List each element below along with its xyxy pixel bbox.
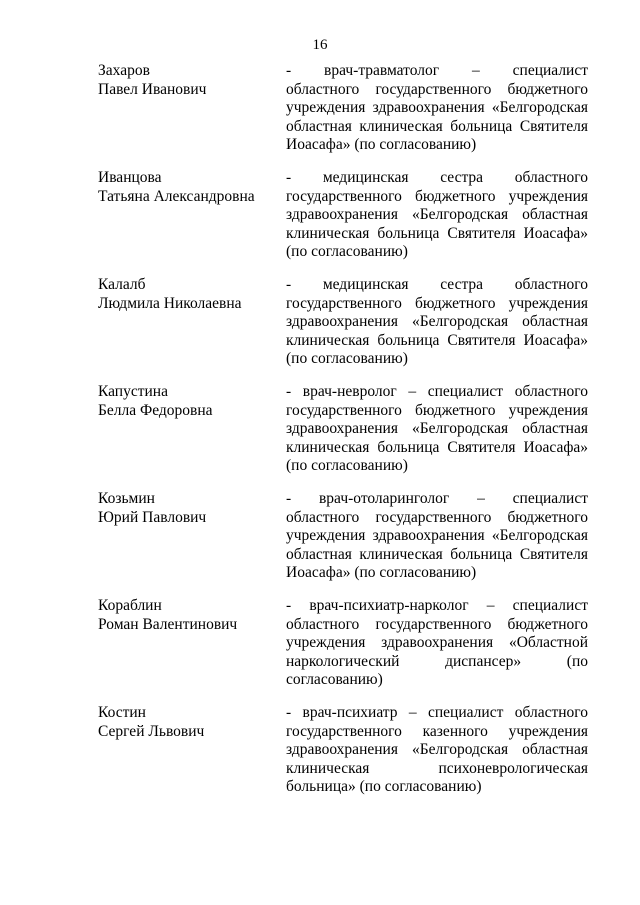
position-line: клиническая больница Святителя Иоасафа» xyxy=(286,438,588,456)
position-line: больница» (по согласованию) xyxy=(286,778,482,796)
position-line: областного государственного бюджетного xyxy=(286,508,588,526)
position-line: (по согласованию) xyxy=(286,243,408,261)
member-name xyxy=(98,597,278,634)
position-line: согласованию) xyxy=(286,671,383,689)
position-line: учреждения здравоохранения «Белгородская xyxy=(286,99,588,117)
position-line: - врач-психиатр-нарколог – специалист xyxy=(286,597,588,614)
position-line: областного государственного бюджетного xyxy=(286,615,588,633)
member-name xyxy=(98,383,278,420)
member-surname: Капустина xyxy=(98,383,168,400)
position-line: наркологический диспансер» (по xyxy=(286,652,588,670)
position-line: клиническая психоневрологическая xyxy=(286,759,588,777)
member-given-names: Павел Иванович xyxy=(98,80,207,98)
member-surname: Калалб xyxy=(98,276,146,293)
member-given-names: Сергей Львович xyxy=(98,722,205,740)
position-line: государственного казенного учреждения xyxy=(286,722,588,740)
position-line: государственного бюджетного учреждения xyxy=(286,401,588,419)
member-surname: Захаров xyxy=(98,62,150,79)
position-line: здравоохранения «Белгородская областная xyxy=(286,313,588,331)
member-name xyxy=(98,704,278,741)
member-position xyxy=(286,490,588,583)
member-given-names: Людмила Николаевна xyxy=(98,294,242,312)
position-line: - врач-травматолог – специалист xyxy=(286,62,588,79)
page-number: 16 xyxy=(312,37,328,53)
member-surname: Иванцова xyxy=(98,169,162,186)
position-line: Иоасафа» (по согласованию) xyxy=(286,136,477,154)
member-name xyxy=(98,169,278,206)
position-line: учреждения здравоохранения «Областной xyxy=(286,634,588,652)
position-line: Иоасафа» (по согласованию) xyxy=(286,564,477,582)
position-line: - медицинская сестра областного xyxy=(286,276,588,293)
position-line: государственного бюджетного учреждения xyxy=(286,294,588,312)
member-surname: Костин xyxy=(98,704,146,721)
position-line: - врач-отоларинголог – специалист xyxy=(286,490,588,507)
member-position xyxy=(286,62,588,155)
member-given-names: Татьяна Александровна xyxy=(98,187,255,205)
position-line: (по согласованию) xyxy=(286,350,408,368)
position-line: областная клиническая больница Святителя xyxy=(286,545,588,563)
member-surname: Кораблин xyxy=(98,597,162,614)
member-position xyxy=(286,169,588,262)
position-line: здравоохранения «Белгородская областная xyxy=(286,420,588,438)
member-position xyxy=(286,383,588,476)
member-given-names: Юрий Павлович xyxy=(98,508,207,526)
position-line: государственного бюджетного учреждения xyxy=(286,187,588,205)
position-line: здравоохранения «Белгородская областная xyxy=(286,741,588,759)
position-line: областного государственного бюджетного xyxy=(286,80,588,98)
member-position xyxy=(286,704,588,797)
member-given-names: Роман Валентинович xyxy=(98,615,238,633)
member-name xyxy=(98,490,278,527)
position-line: - врач-психиатр – специалист областного xyxy=(286,704,588,721)
position-line: - врач-невролог – специалист областного xyxy=(286,383,588,400)
member-name xyxy=(98,276,278,313)
position-line: - медицинская сестра областного xyxy=(286,169,588,186)
member-position xyxy=(286,276,588,369)
position-line: (по согласованию) xyxy=(286,457,408,475)
position-line: клиническая больница Святителя Иоасафа» xyxy=(286,331,588,349)
position-line: областная клиническая больница Святителя xyxy=(286,117,588,135)
position-line: клиническая больница Святителя Иоасафа» xyxy=(286,224,588,242)
position-line: учреждения здравоохранения «Белгородская xyxy=(286,527,588,545)
position-line: здравоохранения «Белгородская областная xyxy=(286,206,588,224)
member-position xyxy=(286,597,588,690)
member-name xyxy=(98,62,278,99)
member-surname: Козьмин xyxy=(98,490,155,507)
member-given-names: Белла Федоровна xyxy=(98,401,213,419)
